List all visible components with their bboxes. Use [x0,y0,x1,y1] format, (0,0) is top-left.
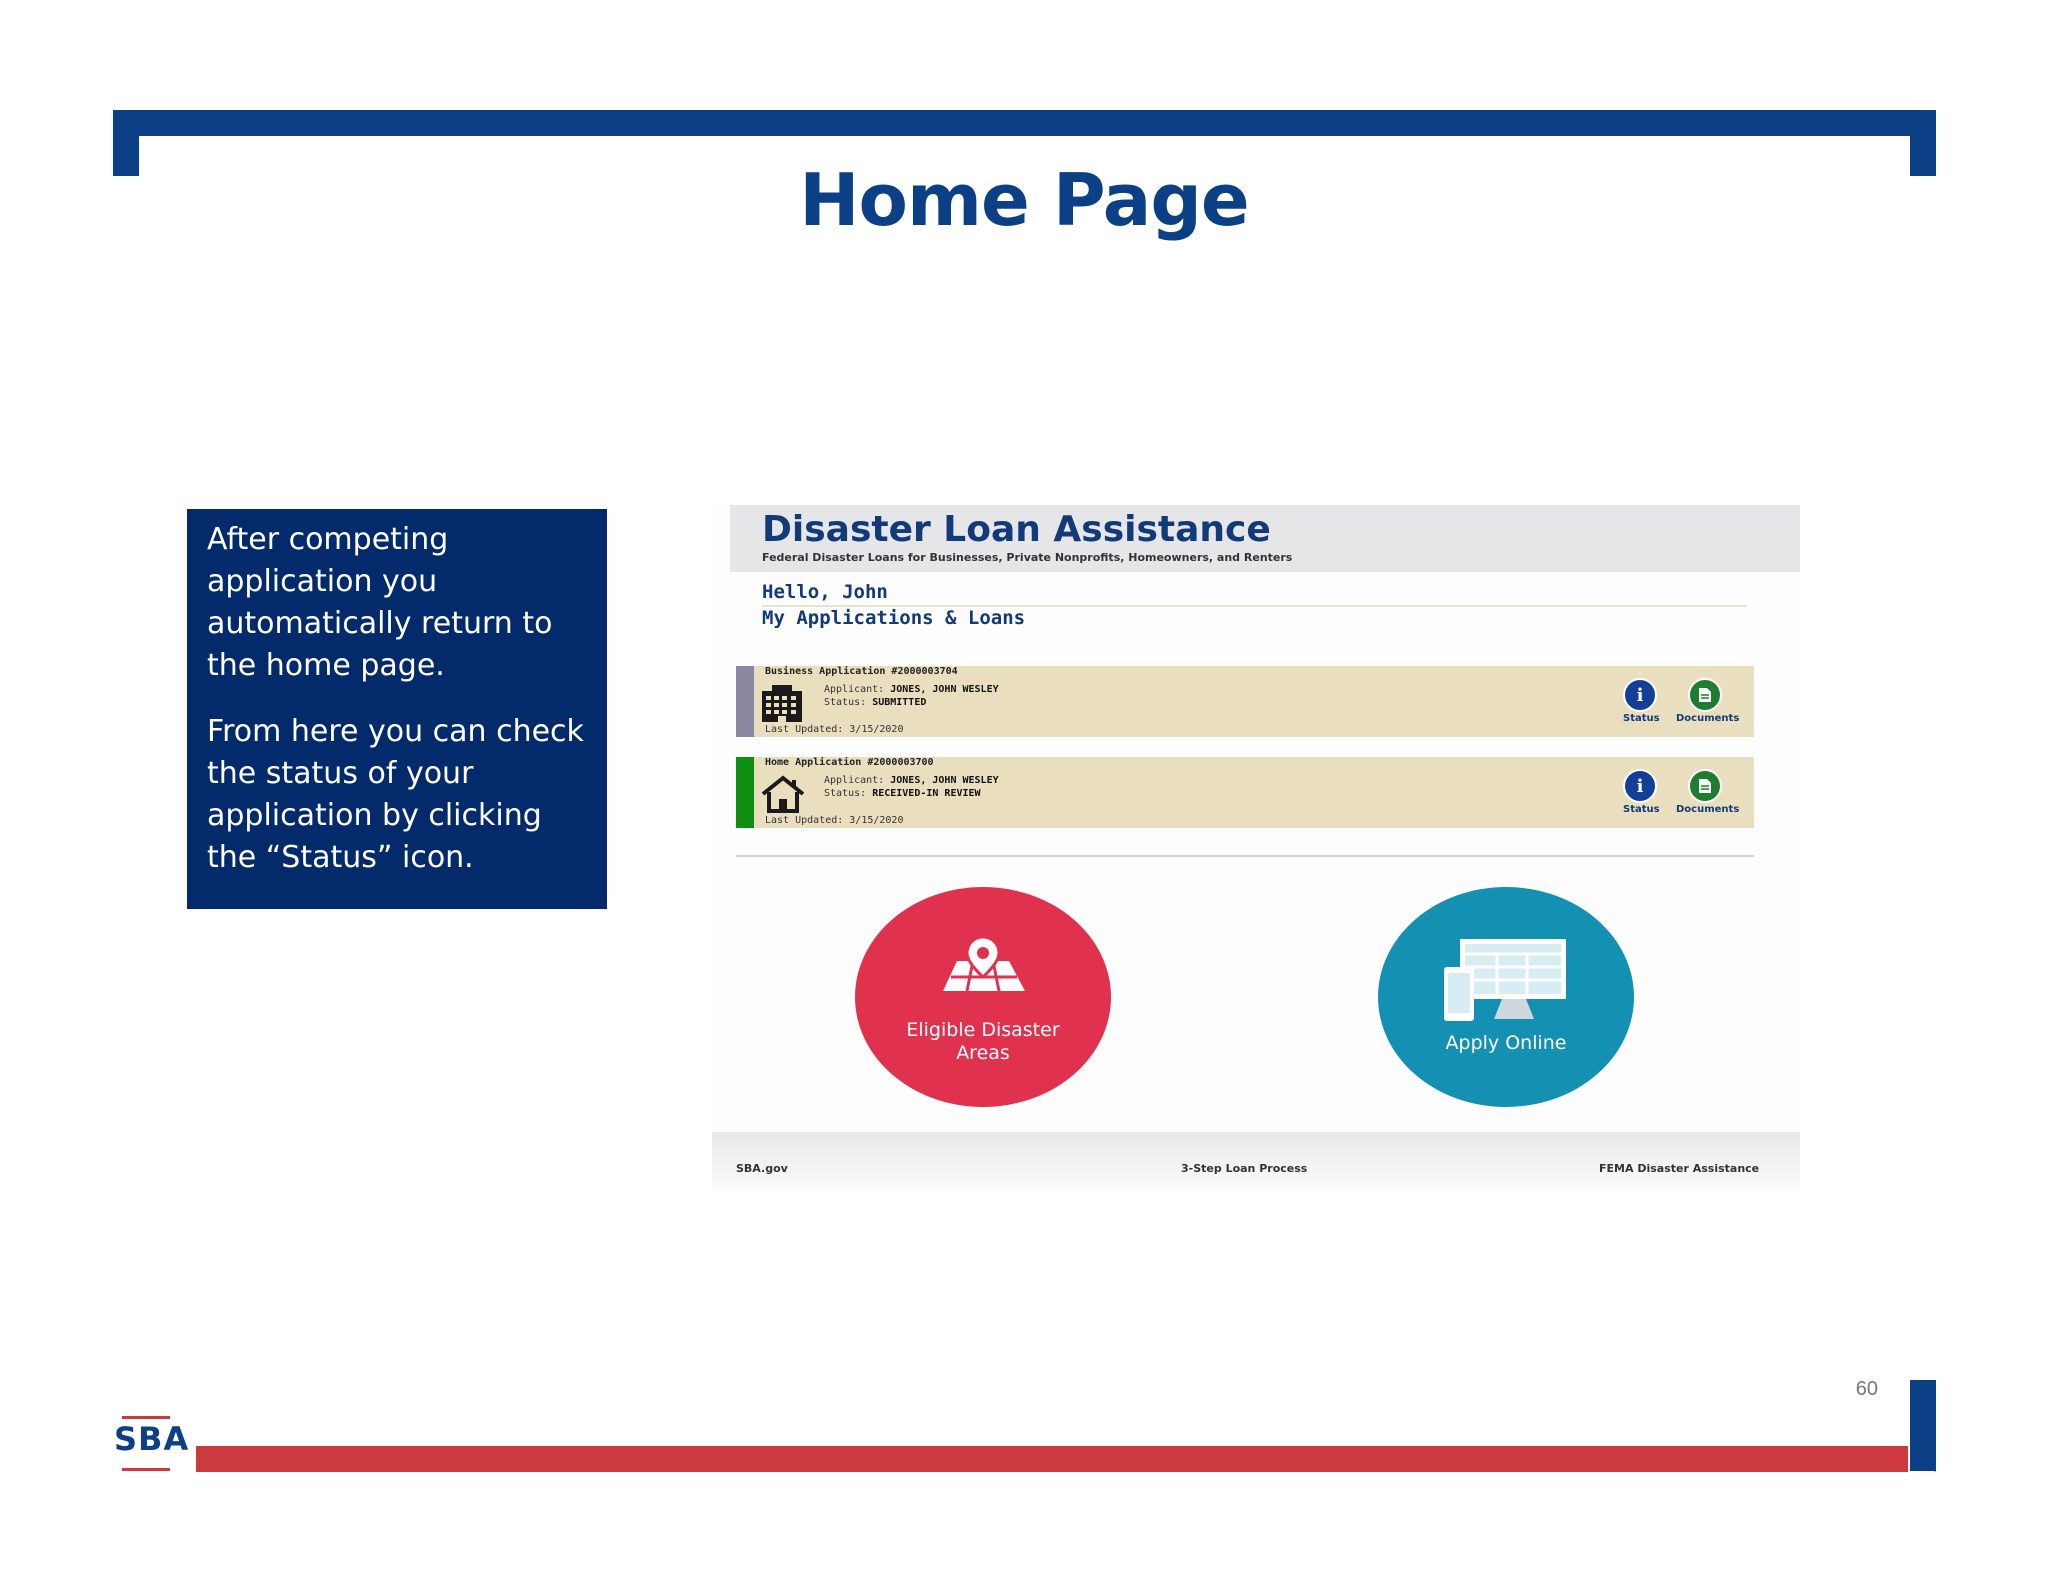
status-button-label[interactable]: Status [1623,804,1660,815]
applications-divider [736,855,1754,857]
dla-title: Disaster Loan Assistance [762,509,1271,550]
footer-link-3-step[interactable]: 3-Step Loan Process [1181,1162,1308,1175]
sba-logo [112,1416,190,1474]
applicant-label: Applicant: [824,684,885,695]
application-name: Home Application #2000003700 [765,757,934,768]
greeting: Hello, John [762,581,888,603]
documents-button-label[interactable]: Documents [1676,713,1740,724]
dla-footer [712,1132,1800,1190]
logo-bar-bottom [122,1468,170,1471]
computer-devices-icon [1442,937,1568,1023]
dla-screenshot [712,505,1800,1190]
footer-link-sba[interactable]: SBA.gov [736,1162,788,1175]
sba-logo-text: SBA [114,1420,190,1458]
apply-online-label: Apply Online [1445,1032,1567,1054]
document-glyph-icon [1698,687,1712,703]
application-stripe [736,666,754,737]
status-button-label[interactable]: Status [1623,713,1660,724]
applicant-line [824,775,999,786]
application-stripe [736,757,754,828]
status-info-icon[interactable]: i [1623,769,1657,803]
status-line [824,697,926,708]
frame-notch [1910,1446,1936,1472]
last-updated: Last Updated: 3/15/2020 [765,815,904,826]
applicant-value: JONES, JOHN WESLEY [890,684,999,695]
status-label: Status: [824,697,867,708]
documents-icon[interactable] [1688,769,1722,803]
page-number: 60 [1855,1378,1878,1400]
eligible-label-line-1: Eligible Disaster [906,1019,1060,1041]
documents-icon[interactable] [1688,678,1722,712]
application-row[interactable] [736,666,1754,737]
applicant-label: Applicant: [824,775,885,786]
application-row[interactable] [736,757,1754,828]
frame-bottom-bar [196,1446,1908,1472]
documents-button-label[interactable]: Documents [1676,804,1740,815]
status-label: Status: [824,788,867,799]
document-glyph-icon [1698,778,1712,794]
last-updated: Last Updated: 3/15/2020 [765,724,904,735]
status-value: SUBMITTED [872,697,927,708]
footer-link-fema[interactable]: FEMA Disaster Assistance [1599,1162,1760,1175]
section-title: My Applications & Loans [762,607,1026,629]
logo-bar-top [122,1416,170,1419]
apply-online-button[interactable] [1378,887,1634,1107]
application-name: Business Application #2000003704 [765,666,958,677]
dla-subtitle: Federal Disaster Loans for Businesses, Private Nonprofits, Homeowners, and Renters [762,551,1293,564]
eligible-label-line-2: Areas [956,1042,1010,1064]
applicant-value: JONES, JOHN WESLEY [890,775,999,786]
status-line [824,788,981,799]
building-icon [760,683,806,723]
slide-title: Home Page [799,158,1249,242]
frame-top-bar [113,110,1936,136]
map-pin-icon [929,935,1037,995]
callout-paragraph-2: From here you can check the status of your application by clicking the “Status” icon. [207,714,584,875]
dla-header [730,505,1800,572]
callout-paragraph-1: After competing application you automatically return to the home page. [207,522,553,683]
status-info-icon[interactable]: i [1623,678,1657,712]
house-icon [760,774,806,814]
applicant-line [824,684,999,695]
status-value: RECEIVED-IN REVIEW [872,788,981,799]
callout-box [187,509,607,909]
eligible-disaster-areas-button[interactable] [855,887,1111,1107]
